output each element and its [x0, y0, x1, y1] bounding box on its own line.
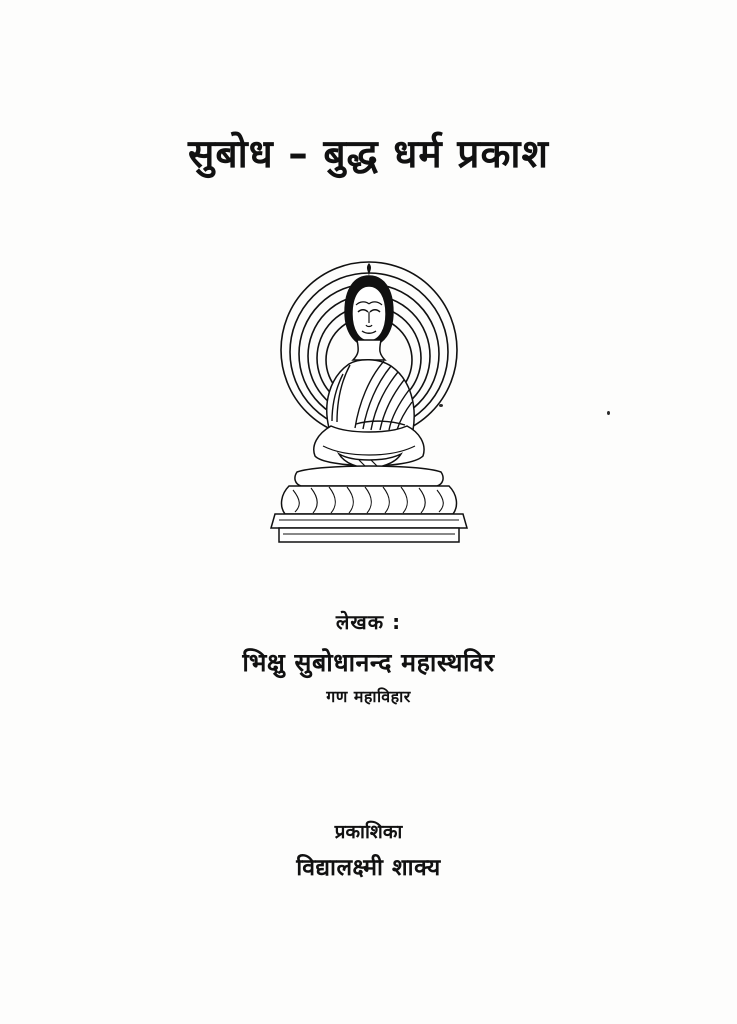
paper-speck	[439, 404, 443, 407]
seated-buddha-illustration	[219, 228, 519, 588]
author-label: लेखक :	[335, 610, 402, 634]
publisher-label: प्रकाशिका	[334, 821, 403, 843]
page-title: सुबोध – बुद्ध धर्म प्रकाश	[187, 132, 550, 177]
author-block	[0, 608, 737, 707]
author-name: भिक्षु सुबोधानन्द महास्थविर	[242, 648, 495, 677]
publisher-block	[0, 818, 737, 882]
publisher-name: विद्यालक्ष्मी शाक्य	[296, 855, 441, 881]
paper-speck	[607, 411, 610, 415]
author-affiliation: गण महाविहार	[326, 687, 411, 706]
